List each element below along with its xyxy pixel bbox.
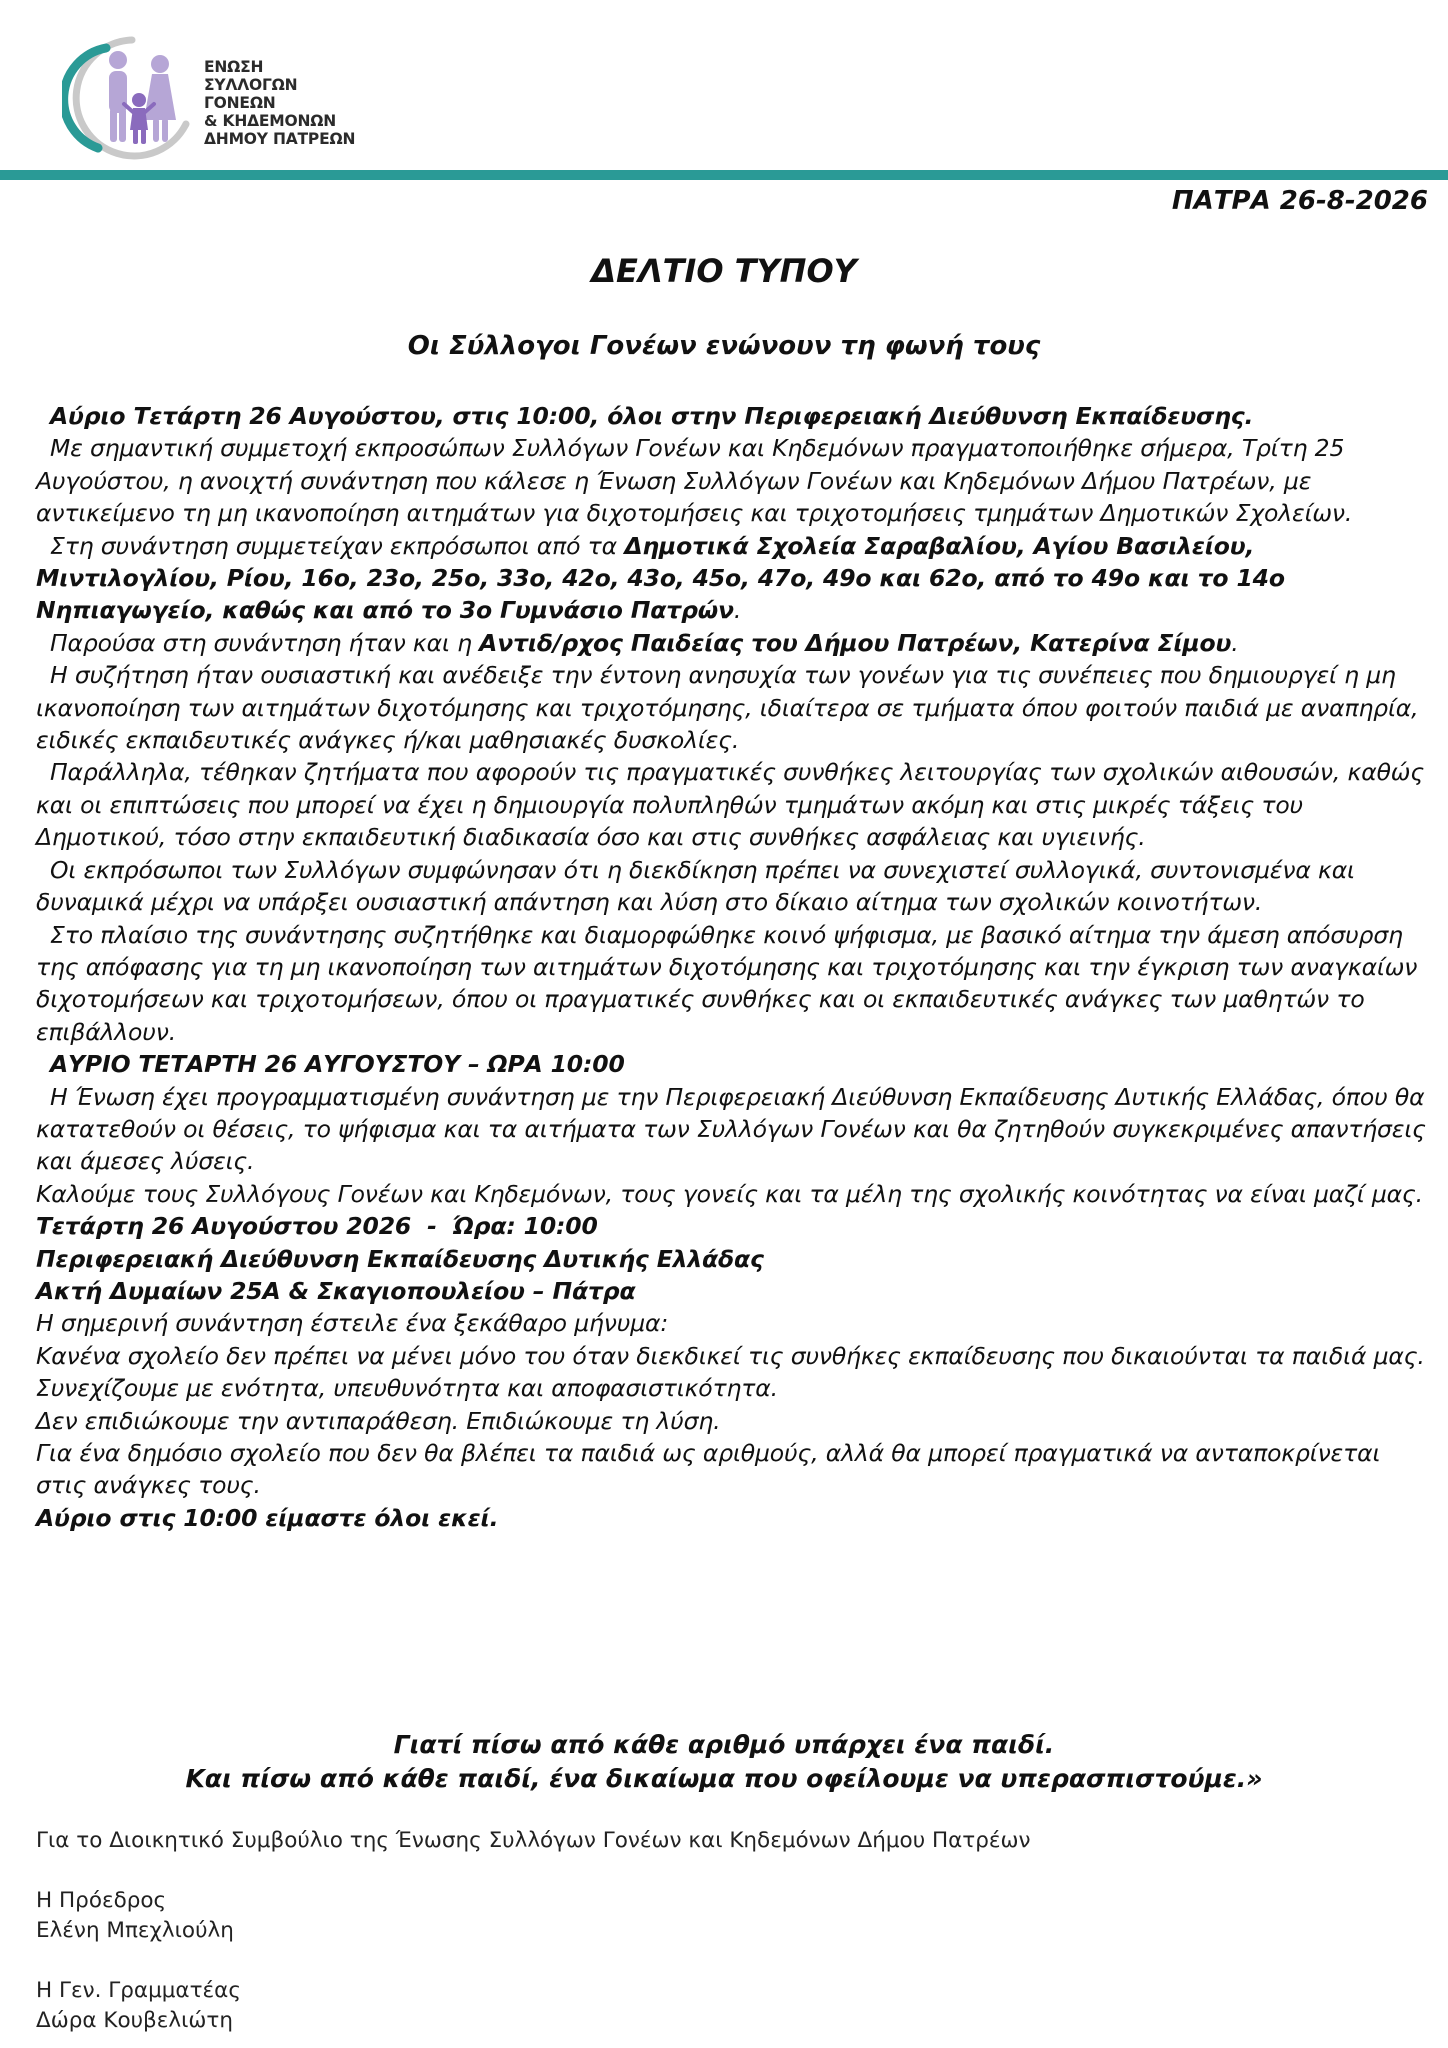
text-run: Παρούσα στη συνάντηση ήταν και η — [50, 628, 480, 657]
event-where: Περιφερειακή Διεύθυνση Εκπαίδευσης Δυτικής Ελλάδας — [36, 1244, 764, 1273]
logo-line: ΕΝΩΣΗ — [204, 58, 264, 76]
message-line: Η σημερινή συνάντηση έστειλε ένα ξεκάθαρο μήνυμα: — [36, 1309, 669, 1338]
message-line: Κανένα σχολείο δεν πρέπει να μένει μόνο του όταν διεκδικεί τις συνθήκες εκπαίδευσης που δικαιούνται τα παιδιά μας. — [36, 1341, 1425, 1370]
message-line: Για ένα δημόσιο σχολείο που δεν θα βλέπει τα παιδιά ως αριθμούς, αλλά θα μπορεί πραγματικά να ανταποκρίνεται στις ανάγκες τους. — [36, 1439, 1381, 1500]
paragraph: Καλούμε τους Συλλόγους Γονέων και Κηδεμόνων, τους γονείς και τα μέλη της σχολικής κοινότητας να είναι μαζί μας. — [36, 1179, 1423, 1208]
organization-logo — [62, 28, 362, 168]
document-date: ΠΑΤΡΑ 26-8-2026 — [1171, 186, 1428, 216]
paragraph — [36, 627, 1436, 659]
document-title: ΔΕΛΤΙΟ ΤΥΠΟΥ — [591, 252, 857, 290]
document-body — [36, 400, 1436, 1534]
paragraph — [36, 530, 1436, 627]
paragraph: Με σημαντική συμμετοχή εκπροσώπων Συλλόγων Γονέων και Κηδεμόνων πραγματοποιήθηκε σήμερα, Τρίτη 25 Αυγούστου, η ανοιχτή συνάντηση που κάλεσε η Ένωση Συλλόγων Γονέων και Κηδεμόνων Δήμου Πατρέων, με αντικείμενο τη μη ικανοποίηση αιτημάτων για διχοτομήσεις και τριχοτομήσεις τμημάτων Δημοτικών Σχολείων. — [36, 434, 1353, 528]
paragraph: Στο πλαίσιο της συνάντησης συζητήθηκε και διαμορφώθηκε κοινό ψήφισμα, με βασικό αίτημα την άμεση απόσυρση της απόφασης για τη μη ικανοποίηση των αιτημάτων διχοτόμησης και τριχοτόμησης και την έγκριση των αναγκαίων διχοτομήσεων και τριχοτομήσεων, όπου οι πραγματικές συνθήκες και οι εκπαιδευτικές ανάγκες των μαθητών το επιβάλλουν. — [36, 920, 1418, 1046]
logo-line: & ΚΗΔΕΜΟΝΩΝ — [204, 112, 337, 130]
text-run: . — [1231, 628, 1239, 657]
header-divider — [0, 170, 1448, 180]
paragraph: Η συζήτηση ήταν ουσιαστική και ανέδειξε την έντονη ανησυχία των γονέων για τις συνέπειες που δημιουργεί η μη ικανοποίηση των αιτημάτων διχοτόμησης και τριχοτόμησης, ιδιαίτερα σε τμήματα όπου φοιτούν παιδιά με αναπηρία, ειδικές εκπαιδευτικές ανάγκες ή/και μαθησιακές δυσκολίες. — [36, 661, 1419, 755]
closing-line: Και πίσω από κάθε παιδί, ένα δικαίωμα που οφείλουμε να υπερασπιστούμε.» — [185, 1764, 1263, 1793]
paragraph: Παράλληλα, τέθηκαν ζητήματα που αφορούν τις πραγματικές συνθήκες λειτουργίας των σχολικών αιθουσών, καθώς και οι επιπτώσεις που μπορεί να έχει η δημιουργία πολυπληθών τμημάτων ακόμη και στις μικρές τάξεις του Δημοτικού, τόσο στην εκπαιδευτική διαδικασία όσο και στις συνθήκες ασφάλειας και υγιεινής. — [36, 758, 1424, 852]
text-run: Στη συνάντηση συμμετείχαν εκπρόσωποι από τα — [50, 531, 625, 560]
lead-paragraph: Αύριο Τετάρτη 26 Αυγούστου, στις 10:00, όλοι στην Περιφερειακή Διεύθυνση Εκπαίδευσης. — [50, 402, 1254, 430]
secretary-title: Η Γεν. Γραμματέας — [36, 1978, 241, 2003]
closing-line: Γιατί πίσω από κάθε αριθμό υπάρχει ένα παιδί. — [393, 1730, 1055, 1759]
signature-block — [36, 1826, 1336, 2036]
logo-line: ΓΟΝΕΩΝ — [204, 94, 276, 112]
text-run-bold: Αντιδ/ρχος Παιδείας του Δήμου Πατρέων, Κατερίνα Σίμου — [479, 628, 1232, 657]
paragraph: Η Ένωση έχει προγραμματισμένη συνάντηση με την Περιφερειακή Διεύθυνση Εκπαίδευσης Δυτικής Ελλάδας, όπου θα κατατεθούν οι θέσεις, το ψήφισμα και τα αιτήματα των Συλλόγων Γονέων και θα ζητηθούν συγκεκριμένες απαντήσεις και άμεσες λύσεις. — [36, 1082, 1426, 1176]
signature-organization: Για το Διοικητικό Συμβούλιο της Ένωσης Συλλόγων Γονέων και Κηδεμόνων Δήμου Πατρέων — [36, 1828, 1031, 1853]
document-subtitle: Οι Σύλλογοι Γονέων ενώνουν τη φωνή τους — [407, 331, 1041, 361]
spacer — [36, 1856, 1336, 1886]
logo-wordmark — [204, 58, 355, 148]
message-line: Δεν επιδιώκουμε την αντιπαράθεση. Επιδιώκουμε τη λύση. — [36, 1406, 721, 1435]
message-line: Συνεχίζουμε με ενότητα, υπευθυνότητα και αποφασιστικότητα. — [36, 1374, 778, 1403]
event-when: Τετάρτη 26 Αυγούστου 2026 - Ώρα: 10:00 — [36, 1212, 598, 1241]
president-title: Η Πρόεδρος — [36, 1888, 167, 1913]
president-name: Ελένη Μπεχλιούλη — [36, 1918, 234, 1943]
family-icon — [62, 28, 202, 168]
event-address: Ακτή Δυμαίων 25Α & Σκαγιοπουλείου – Πάτρα — [36, 1276, 636, 1305]
logo-line: ΣΥΛΛΟΓΩΝ — [204, 76, 298, 94]
message-line: Αύριο στις 10:00 είμαστε όλοι εκεί. — [36, 1503, 499, 1532]
closing-statement — [0, 1728, 1448, 1796]
secretary-name: Δώρα Κουβελιώτη — [36, 2008, 233, 2033]
section-heading: ΑΥΡΙΟ ΤΕΤΑΡΤΗ 26 ΑΥΓΟΥΣΤΟΥ – ΩΡΑ 10:00 — [50, 1050, 625, 1079]
logo-line: ΔΗΜΟΥ ΠΑΤΡΕΩΝ — [204, 130, 356, 148]
text-run: . — [733, 596, 742, 625]
text-run-bold: Δημοτικά Σχολεία Σαραβαλίου, Αγίου Βασιλείου, Μιντιλογλίου, Ρίου, 16ο, 23ο, 25ο, 33ο, 42ο, 43ο, 45ο, 47ο, 49ο και 62ο, από το 49ο και το 14ο Νηπιαγωγείο, καθώς και από το 3ο Γυμνάσιο Πατρών — [36, 531, 1285, 625]
spacer — [36, 1946, 1336, 1976]
paragraph: Οι εκπρόσωποι των Συλλόγων συμφώνησαν ότι η διεκδίκηση πρέπει να συνεχιστεί συλλογικά, συντονισμένα και δυναμικά μέχρι να υπάρξει ουσιαστική απάντηση και λύση στο δίκαιο αίτημα των σχολικών κοινοτήτων. — [36, 855, 1355, 917]
